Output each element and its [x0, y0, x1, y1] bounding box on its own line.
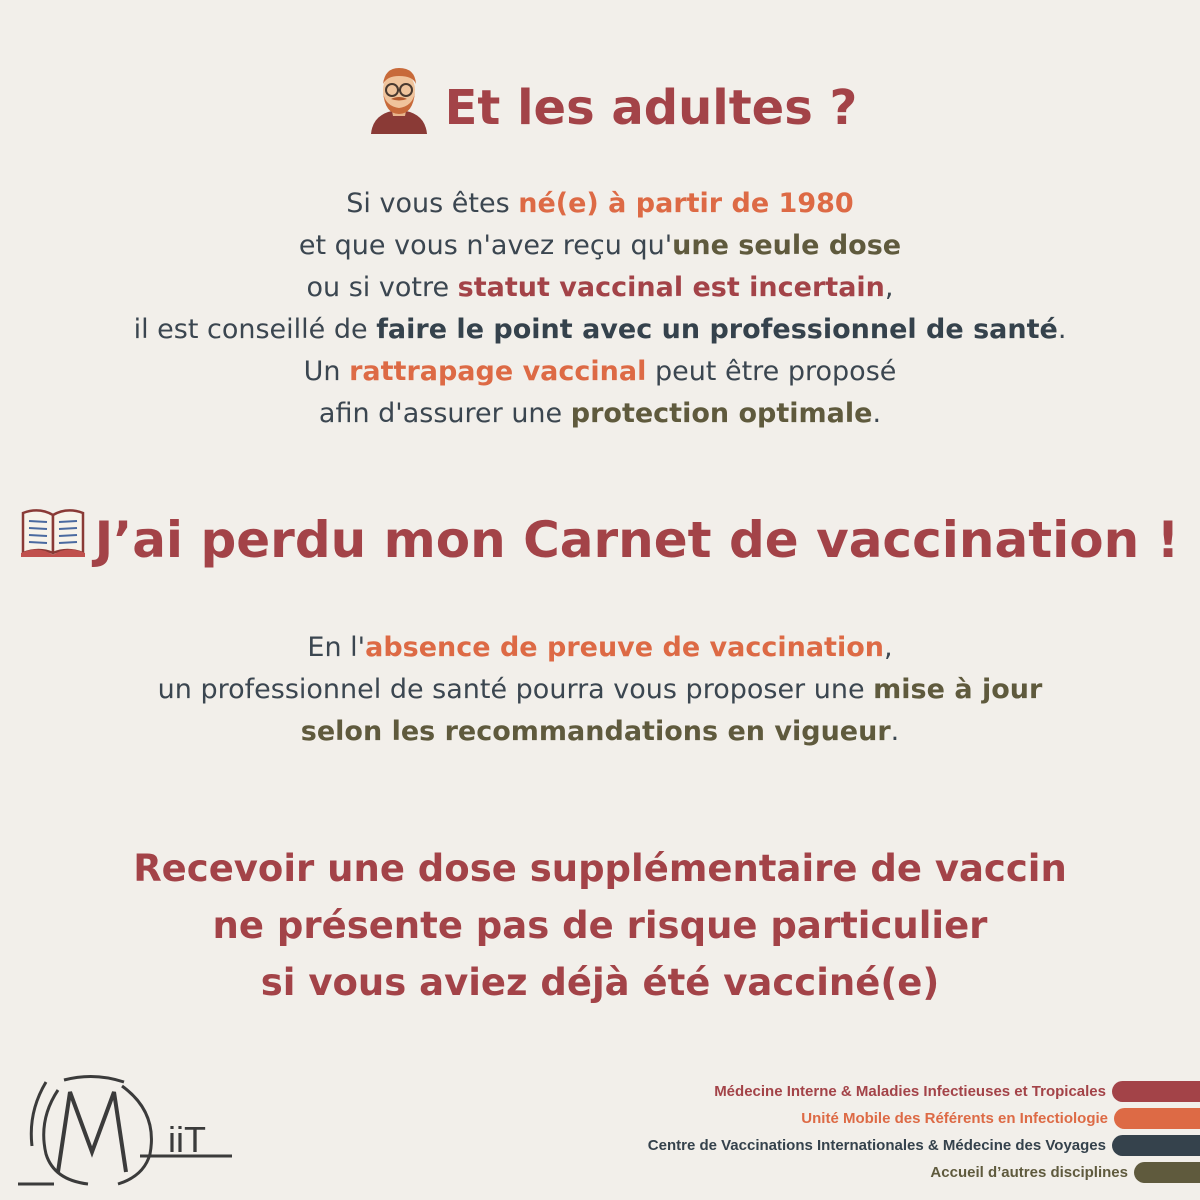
closing-line: Recevoir une dose supplémentaire de vaccin [133, 847, 1067, 890]
paragraph-text: peut être proposé [646, 356, 897, 387]
paragraph-text: un professionnel de santé pourra vous proposer une [157, 674, 874, 705]
logo-text: iiT [168, 1119, 206, 1160]
highlighted-text: rattrapage vaccinal [349, 356, 647, 387]
paragraph-text: il est conseillé de [133, 314, 377, 345]
department-label: Médecine Interne & Maladies Infectieuses et Tropicales [714, 1083, 1106, 1100]
paragraph-text: Un [303, 356, 350, 387]
footer-department-item [500, 1132, 1200, 1159]
highlighted-text: selon les recommandations en vigueur [300, 716, 891, 747]
footer-department-item [500, 1159, 1200, 1186]
highlighted-text: né(e) à partir de 1980 [518, 188, 854, 219]
footer-department-item [500, 1105, 1200, 1132]
closing-line: ne présente pas de risque particulier [212, 904, 988, 947]
paragraph-text: Si vous êtes [346, 188, 519, 219]
paragraph-line [0, 393, 1200, 435]
department-color-bar [1112, 1135, 1200, 1156]
paragraph-line [0, 183, 1200, 225]
adults-paragraph [0, 183, 1200, 435]
paragraph-line [0, 309, 1200, 351]
footer-department-list [500, 1078, 1200, 1186]
department-label: Centre de Vaccinations Internationales & Médecine des Voyages [647, 1137, 1106, 1154]
paragraph-text: En l' [307, 632, 366, 663]
paragraph-text: . [1057, 314, 1067, 345]
miit-logo [18, 1072, 238, 1194]
department-color-bar [1114, 1108, 1200, 1129]
paragraph-line [0, 351, 1200, 393]
highlighted-text: une seule dose [672, 230, 902, 261]
closing-line: si vous aviez déjà été vacciné(e) [260, 961, 940, 1004]
paragraph-text: ou si votre [306, 272, 458, 303]
footer-department-item [500, 1078, 1200, 1105]
highlighted-text: protection optimale [570, 398, 873, 429]
paragraph-line [0, 669, 1200, 711]
section-title-text: Et les adultes ? [444, 80, 858, 136]
department-label: Unité Mobile des Référents en Infectiologie [801, 1110, 1108, 1127]
department-color-bar [1112, 1081, 1200, 1102]
paragraph-line [0, 627, 1200, 669]
paragraph-text: . [890, 716, 900, 747]
highlighted-text: faire le point avec un professionnel de santé [376, 314, 1058, 345]
paragraph-text: , [884, 632, 893, 663]
paragraph-text: afin d'assurer une [318, 398, 571, 429]
paragraph-text: et que vous n'avez reçu qu' [298, 230, 673, 261]
section-title-adults [0, 62, 1200, 154]
paragraph-line [0, 711, 1200, 753]
section-title-lost-card [0, 502, 1200, 578]
paragraph-text: . [872, 398, 882, 429]
paragraph-text: , [884, 272, 894, 303]
miit-logo-icon [18, 1072, 238, 1190]
closing-statement [0, 840, 1200, 1011]
highlighted-text: absence de preuve de vaccination [365, 632, 884, 663]
highlighted-text: mise à jour [873, 674, 1043, 705]
bearded-man-icon [363, 62, 435, 154]
department-color-bar [1134, 1162, 1200, 1183]
department-label: Accueil d’autres disciplines [930, 1164, 1128, 1181]
paragraph-line [0, 267, 1200, 309]
highlighted-text: statut vaccinal est incertain [457, 272, 885, 303]
section-title-text: J’ai perdu mon Carnet de vaccination ! [94, 511, 1180, 569]
open-book-icon [21, 502, 85, 578]
paragraph-line [0, 225, 1200, 267]
lost-card-paragraph [0, 627, 1200, 753]
